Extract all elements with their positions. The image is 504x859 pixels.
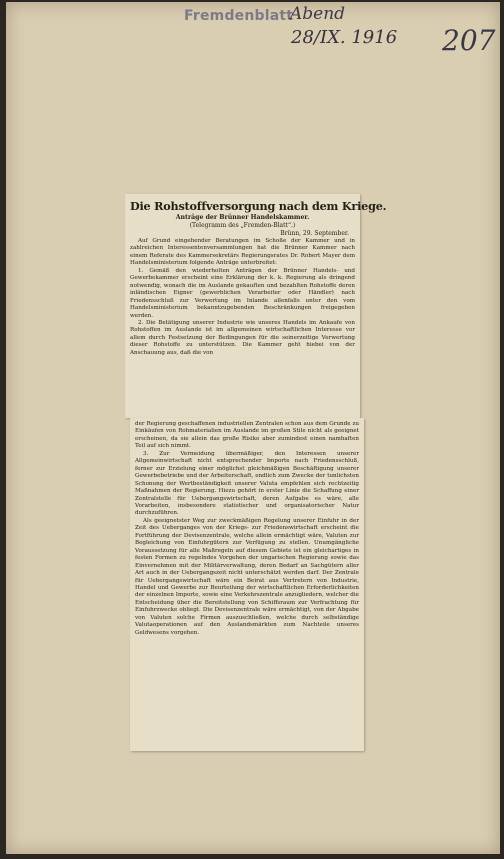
article-subtitle: Anträge der Brünner Handelskammer. [175,214,310,221]
handwritten-date: 28/IX. 1916 [291,27,398,48]
clipping-part-1 [125,194,387,418]
newspaper-stamp: Fremdenblatt [184,8,294,24]
article-source: (Telegramm des „Fremden-Blatt“.) [189,222,296,229]
paragraph: 2. Die Betätigung unserer Industrie wie unseres Handels im Ankaufe von Rohstoffen im Auslande ist im allgemeinen wirtschaftlichen Interesse vor allem durch Festsetzung der Bedingungen für die seinerzeitige Verwertung dieser Rohstoffe zu unterstützen. Die Kammer geht hiebei von der Anschauung aus, daß die von [130,319,355,356]
article-dateline: Brünn, 29. September. [280,230,349,237]
paragraph: Als geeignetster Weg zur zweckmäßigen Regelung unserer Einfuhr in der Zeit des Ueberganges von der Kriegs- zur Friedenswirtschaft erscheint die Fortführung der Devisenzentrale, welche allein ermächtigt wäre, Valuten zur Begleichung von Einfuhrgütern zur Verfügung zu stellen. Unumgängliche Voraussetzung für alle Maßregeln auf diesem Gebiete ist ein gleichartiges in festen Formen zu regelndes Vorgehen der ungarischen Regierung sowie das Einvernehmen mit der Militärverwaltung, deren Bedarf an Sachgütern aller Art auch in der Uebergangszeit nicht unterschätzt werden darf. Der Zentrale für Uebergangswirtschaft wäre ein Beirat aus Vertretern von Industrie, Handel und Gewerbe zur Beurteilung der wirtschaftlichen Erforderlichkeiten der einzelnen Importe, sowie eine Verkehrszentrale anzugliedern, welcher die Entscheidung über die Bereitstellung von Schiffsraum zur Verfrachtung für Einfuhrzwecke obliegt. Die Devisenzentrale wäre ermächtigt, von der Abgabe von Valuten solche Firmen auszuschließen, welche durch selbständige Valutaoperationen auf den Auslandsmärkten zum Nachteile unseres Geldwesens vorgehen. [135,517,359,636]
paragraph: der Regierung geschaffenen industriellen Zentralen schon aus dem Grunde zu Einkäufen von Rohmaterialien im Auslande im großen Stile nicht als geeignet erscheinen, da sie allein das große Risiko aber zumindest einen namhaften Teil auf sich nimmt. [135,421,359,450]
paragraph: 3. Zur Vermeidung übermäßiger, den Interessen unserer Allgemeinwirtschaft nicht entsprechender Importe nach Friedensschluß, ferner zur Erzielung einer möglichst gleichmäßigen Beschäftigung unserer Gewerbebetriebe und der Arbeiterschaft, endlich zum Zwecke der tunlichsten Schonung der Wertbeständigkeit unserer Valuta empfehlen sich rechtzeitig Maßnahmen der Regierung. Hiezu gehört in erster Linie die Schaffung einer Zentralstelle für Uebergangswirtschaft, deren Aufgabe es wäre, alle Vorarbeiten, insbesondere statistischer und organisatorischer Natur durchzuführen. [135,450,359,517]
handwritten-edition: Abend [290,4,346,24]
article-body-part-2 [135,421,359,637]
clipping-part-2 [130,418,364,751]
article-headline: Die Rohstoffversorgung nach dem Kriege. [130,199,387,213]
paragraph: Auf Grund eingehender Beratungen im Schoße der Kammer und in zahlreichen Interessentenversammlungen hat die Brünner Kammer nach einem Referate des Kammersekretärs Regierungsrates Dr. Robert Mayer dem Handelsministerium folgende Anträge unterbreitet: [130,238,355,267]
article-body-part-1 [130,238,355,357]
paragraph: 1. Gemäß den wiederholten Anträgen der Brünner Handels- und Gewerbekammer erscheint eine Erklärung der k. k. Regierung als dringend notwendig, wonach die im Auslande gekauften und bezahlten Rohstoffe deren inländischen Eigner (gewerblichen Verarbeiter oder Händler) nach Friedensschluß zur Verwertung im Inlande allenfalls unter den vom Handelsministerium bekanntzugebenden Beschränkungen freigegeben werden. [130,267,355,319]
handwritten-number: 207 [442,24,496,57]
